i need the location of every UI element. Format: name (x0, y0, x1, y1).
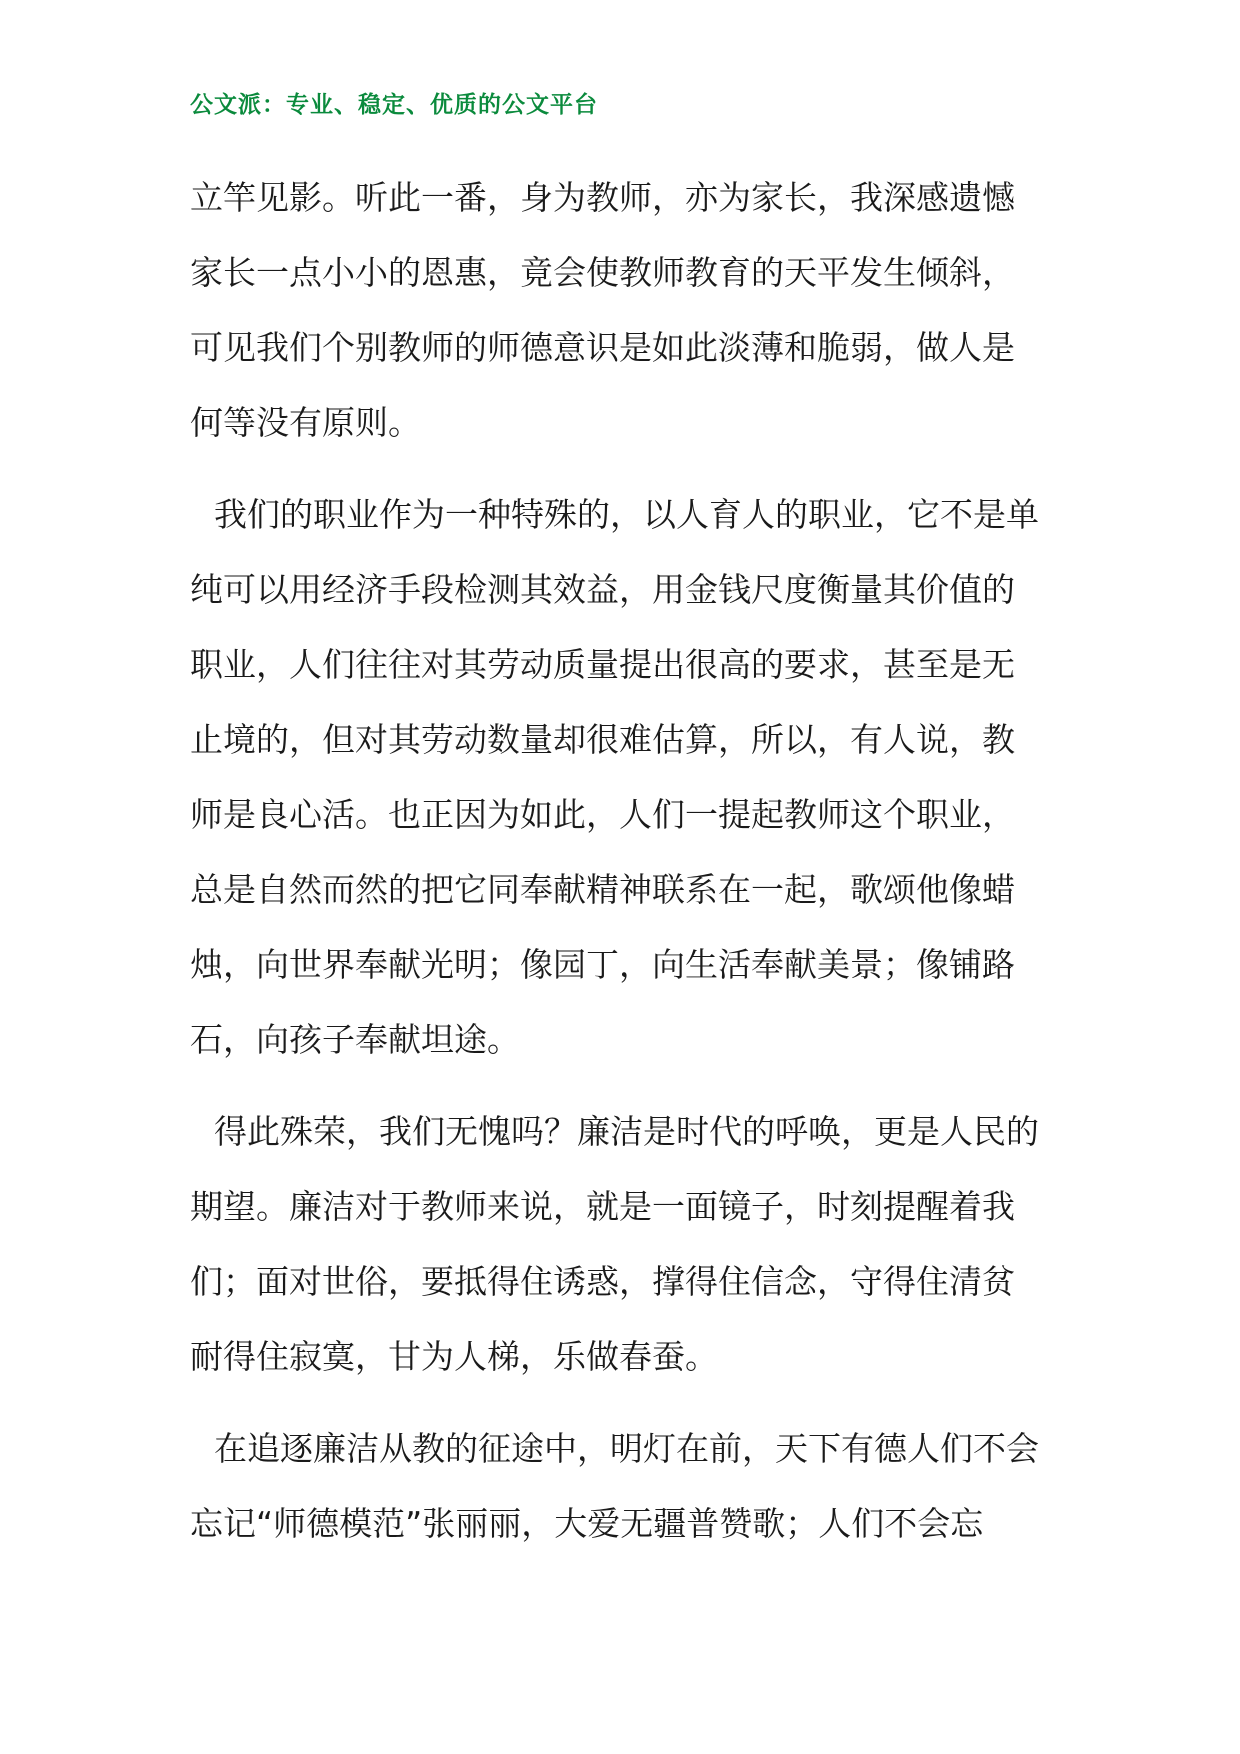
text-line: 家长一点小小的恩惠，竟会使教师教育的天平发生倾斜， (190, 253, 1015, 292)
paragraph-2 (190, 477, 1058, 1077)
text-line: 们；面对世俗，要抵得住诱惑，撑得住信念，守得住清贫 (190, 1262, 1015, 1301)
text-line: 止境的，但对其劳动数量却很难估算，所以，有人说，教 (190, 720, 1015, 759)
paragraph-3 (190, 1094, 1058, 1394)
paragraph-spacer (190, 1077, 1058, 1094)
paragraph-4 (190, 1411, 1058, 1561)
text-line: 得此殊荣，我们无愧吗？廉洁是时代的呼唤，更是人民的 (214, 1112, 1039, 1151)
text-line: 纯可以用经济手段检测其效益，用金钱尺度衡量其价值的 (190, 570, 1015, 609)
text-line: 耐得住寂寞，甘为人梯，乐做春蚕。 (190, 1337, 718, 1376)
text-line: 石，向孩子奉献坦途。 (190, 1020, 520, 1059)
text-line: 我们的职业作为一种特殊的，以人育人的职业，它不是单 (214, 495, 1039, 534)
text-line: 立竿见影。听此一番，身为教师，亦为家长，我深感遗憾 (190, 178, 1015, 217)
text-line: 职业，人们往往对其劳动质量提出很高的要求，甚至是无 (190, 645, 1015, 684)
paragraph-1 (190, 160, 1058, 460)
paragraph-spacer (190, 1394, 1058, 1411)
paragraph-spacer (190, 460, 1058, 477)
text-line: 烛，向世界奉献光明；像园丁，向生活奉献美景；像铺路 (190, 945, 1015, 984)
document-body (190, 160, 1058, 1561)
text-line: 在追逐廉洁从教的征途中，明灯在前，天下有德人们不会 (214, 1429, 1039, 1468)
text-line: 师是良心活。也正因为如此，人们一提起教师这个职业， (190, 795, 1015, 834)
page-header-title: 公文派：专业、稳定、优质的公文平台 (190, 91, 598, 118)
text-line: 总是自然而然的把它同奉献精神联系在一起，歌颂他像蜡 (190, 870, 1015, 909)
text-line: 何等没有原则。 (190, 403, 421, 442)
text-line: 可见我们个别教师的师德意识是如此淡薄和脆弱，做人是 (190, 328, 1015, 367)
text-line: 忘记“师德模范”张丽丽，大爱无疆普赞歌；人们不会忘 (190, 1504, 984, 1543)
text-line: 期望。廉洁对于教师来说，就是一面镜子，时刻提醒着我 (190, 1187, 1015, 1226)
